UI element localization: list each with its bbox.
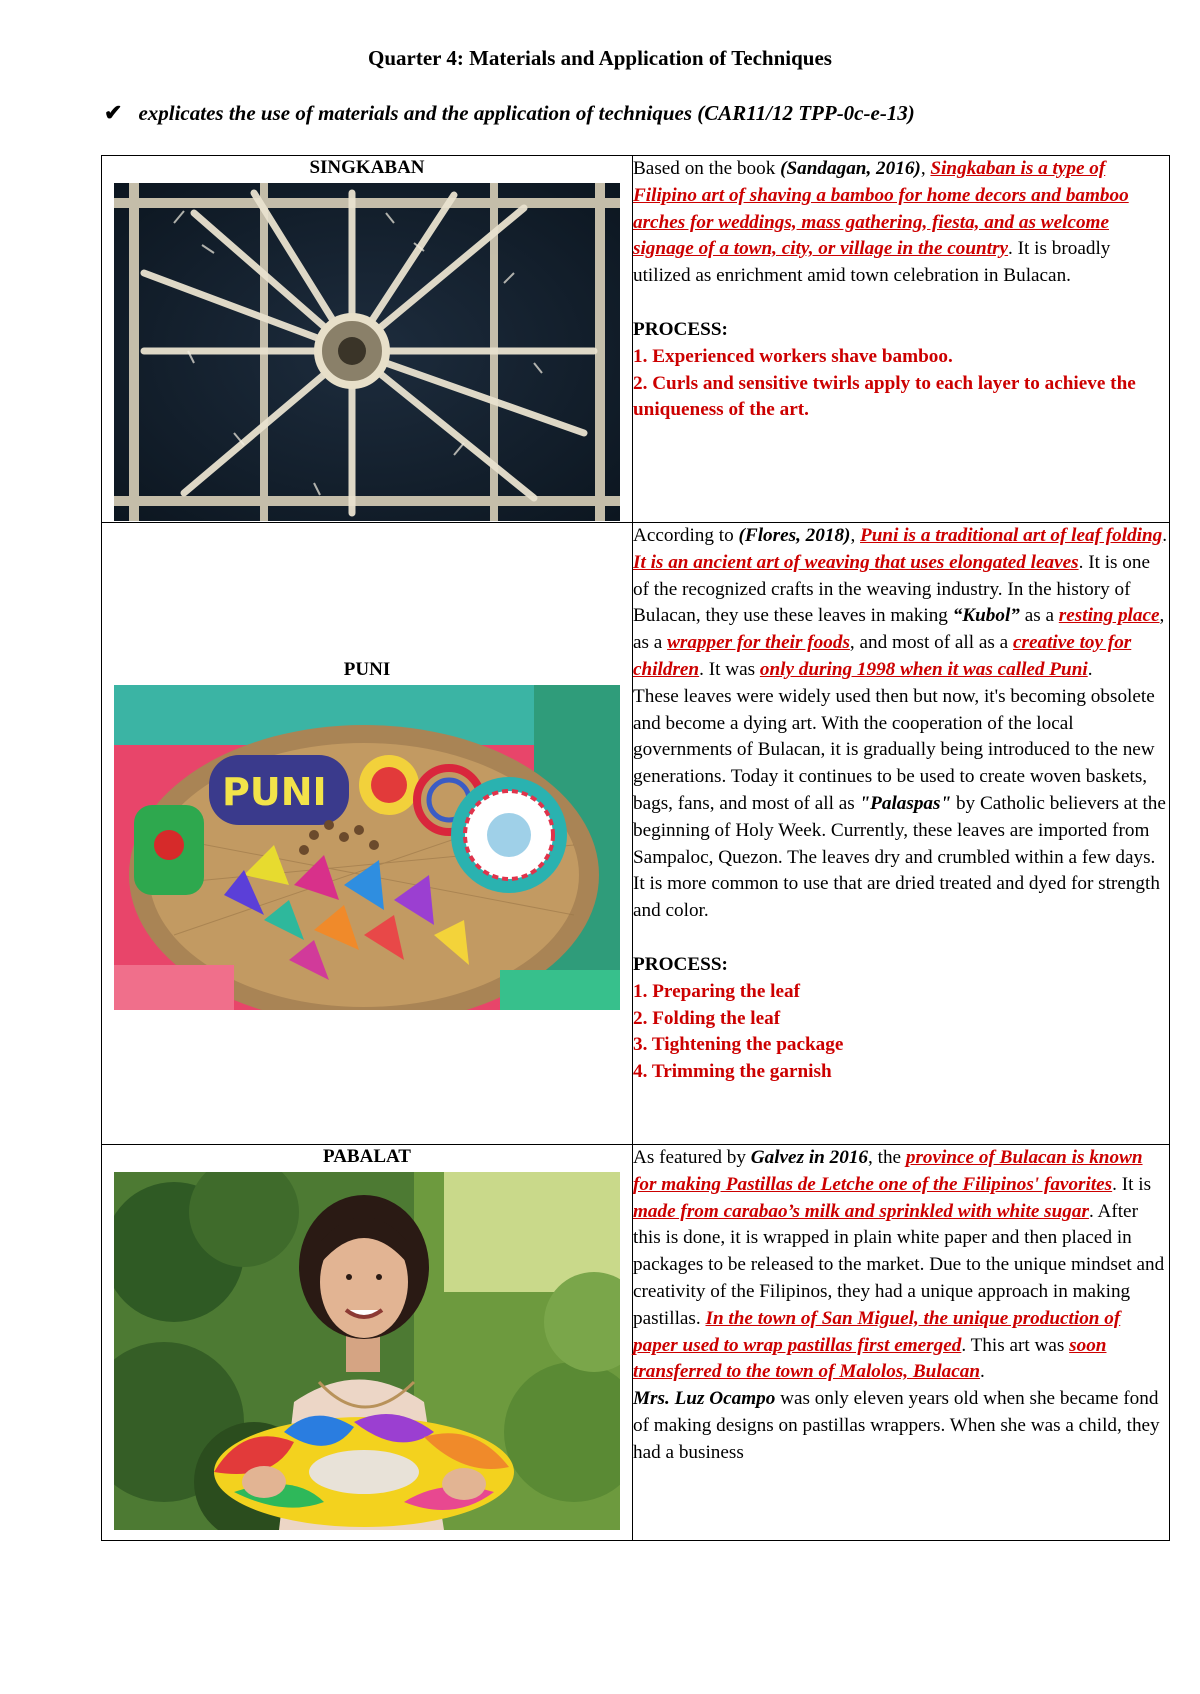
highlighted-phrase: creative toy for children [633,632,1132,680]
text-run: . It was [699,658,760,680]
text-run: , [850,525,861,546]
person-name: Mrs. Luz Ocampo [633,1388,776,1410]
text-run: , as a [633,605,1165,654]
process-heading: PROCESS: [633,318,728,340]
table-row [102,156,1170,523]
text-run: These leaves were widely used then but now, it's becoming obsolete and become a dying art. With the cooperation of the local governments of Bulacan, it is gradually being introduced to the new generations. Today it continues to be used to create woven baskets, bags, fans, and most of all as [633,685,1155,814]
text-run: . It is one of the recognized crafts in the weaving industry. In the history of Bulacan, they use these leaves in making [633,551,1151,627]
process-heading: PROCESS: [633,953,728,975]
text-run: , and most of all as a [849,632,1013,654]
objective-line [104,100,915,126]
process-step: 1. Experienced workers shave bamboo. [633,345,953,367]
citation: (Sandagan, 2016) [780,158,921,179]
table-row [102,1145,1170,1541]
singkaban-label: SINGKABAN [309,157,425,178]
svg-text:PUNI: PUNI [222,769,327,814]
highlighted-definition: Singkaban is a type of Filipino art of shaving a bamboo for home decors and bamboo arches for weddings, mass gathering, fiesta, and as welcome signage of a town, city, or village in the country [633,158,1129,260]
text-run: was only eleven years old when she became fond of making designs on pastillas wrappers. When she was a child, they had a business [633,1388,1160,1463]
highlighted-phrase: province of Bulacan is known for making Pastillas de Letche one of the Filipinos' favorites [633,1147,1143,1195]
pabalat-text-cell [633,1145,1170,1541]
text-run: As featured by [633,1147,751,1168]
page-title: Quarter 4: Materials and Application of Techniques [368,46,832,70]
pabalat-paragraph-1 [633,1145,1169,1386]
highlighted-phrase: made from carabao’s milk and sprinkled with white sugar [633,1200,1089,1222]
citation: Galvez in 2016 [750,1147,869,1168]
singkaban-text-cell [633,156,1170,523]
singkaban-bamboo-photo [114,183,620,521]
process-step: 4. Trimming the garnish [633,1061,832,1083]
highlighted-phrase: soon transferred to the town of Malolos, Bulacan [633,1334,1107,1383]
text-run: Based on the book [633,158,781,179]
text-run: , [920,158,931,179]
arts-table [101,155,1170,1541]
puni-text-cell [633,523,1170,1145]
palaspas-term: "Palaspas" [859,792,952,814]
pabalat-artisan-photo [114,1172,620,1530]
puni-paragraph-1 [633,523,1169,684]
text-run: . [980,1361,985,1383]
puni-crafts-photo [114,685,620,1010]
text-run: . [1087,658,1093,680]
text-run: According to [633,525,739,546]
text-run: . It is [1112,1173,1152,1195]
objective-text: explicates the use of materials and the application of techniques (CAR11/12 TPP-0c-e-13) [138,101,915,125]
puni-image-cell [102,523,633,1145]
process-step: 2. Folding the leaf [633,1007,781,1029]
pabalat-label: PABALAT [323,1146,411,1167]
kubol-term: “Kubol” [952,605,1020,627]
puni-paragraph-2 [633,684,1169,925]
text-run: . It is broadly utilized as enrichment amid town celebration in Bulacan. [633,238,1111,287]
process-step: 1. Preparing the leaf [633,980,800,1002]
highlighted-phrase: resting place [1058,605,1160,627]
table-row [102,523,1170,1145]
citation: (Flores, 2018) [738,525,851,546]
checkmark-icon: ✔ [104,100,123,125]
singkaban-image-cell [102,156,633,523]
puni-label: PUNI [343,658,391,680]
text-run: . This art was [961,1334,1070,1356]
text-run: , the [868,1147,906,1168]
highlighted-phrase: Puni is a traditional art of leaf folding [860,525,1163,546]
text-run: . [1162,525,1168,546]
text-run: as a [1019,605,1059,627]
text-run: . After this is done, it is wrapped in plain white paper and then placed in packages to be released to the market. Due to the unique mindset and creativity of the Filipinos, they had a unique approach in making pastillas. [633,1200,1165,1329]
process-step: 2. Curls and sensitive twirls apply to each layer to achieve the uniqueness of the art. [633,372,1136,421]
text-run: by Catholic believers at the beginning of Holy Week. Currently, these leaves are imported from Sampaloc, Quezon. The leaves dry and crumbled within a few days. It is more common to use that are dried treated and dyed for strength and color. [633,792,1166,922]
highlighted-phrase: In the town of San Miguel, the unique production of paper used to wrap pastillas first emerged [633,1307,1121,1356]
pabalat-image-cell [102,1145,633,1541]
singkaban-paragraph [633,156,1169,290]
highlighted-phrase: It is an ancient art of weaving that uses elongated leaves [633,551,1079,573]
pabalat-paragraph-2 [633,1386,1169,1466]
process-step: 3. Tightening the package [633,1034,844,1056]
highlighted-phrase: wrapper for their foods [667,632,850,654]
highlighted-phrase: only during 1998 when it was called Puni [759,658,1088,680]
